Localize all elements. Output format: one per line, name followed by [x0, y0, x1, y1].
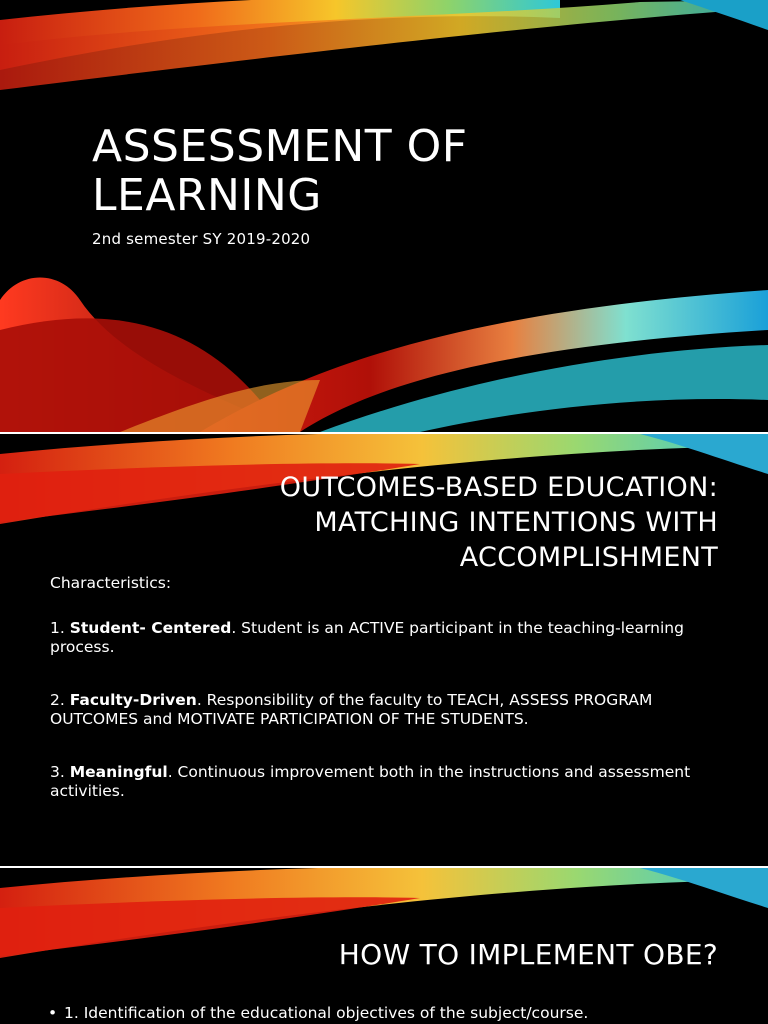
slide-implement-obe [0, 868, 768, 1024]
bullet-icon: • [48, 1004, 58, 1022]
item-number: 2. [50, 691, 70, 709]
item-text: . Responsibility of the faculty to TEACH, ASSESS PROGRAM OUTCOMES and MOTIVATE PARTICIPATION OF THE STUDENTS. [50, 691, 653, 728]
characteristics-body [50, 574, 730, 835]
item-text: . Continuous improvement both in the instructions and assessment activities. [50, 763, 691, 800]
item-number: 1. [50, 619, 70, 637]
characteristics-intro: Characteristics: [50, 574, 172, 592]
slide-heading: HOW TO IMPLEMENT OBE? [338, 938, 718, 971]
item-text: . Student is an ACTIVE participant in the teaching-learning process. [50, 619, 684, 656]
item-keyword: Meaningful [69, 763, 168, 781]
slide-subtitle: 2nd semester SY 2019-2020 [92, 230, 311, 248]
slide-title [0, 0, 768, 432]
list-item [50, 763, 730, 801]
item-text: 1. Identification of the educational objectives of the subject/course. [64, 1004, 589, 1022]
item-number: 3. [50, 763, 70, 781]
slide-heading: OUTCOMES-BASED EDUCATION: MATCHING INTENTIONS WITH ACCOMPLISHMENT [279, 472, 718, 573]
item-keyword: Student- Centered [69, 619, 232, 637]
list-item [48, 1004, 748, 1023]
list-item [50, 619, 730, 657]
slide-title-heading: ASSESSMENT OF LEARNING [92, 121, 468, 221]
item-keyword: Faculty-Driven [69, 691, 197, 709]
list-item [50, 691, 730, 729]
slide-obe [0, 434, 768, 866]
